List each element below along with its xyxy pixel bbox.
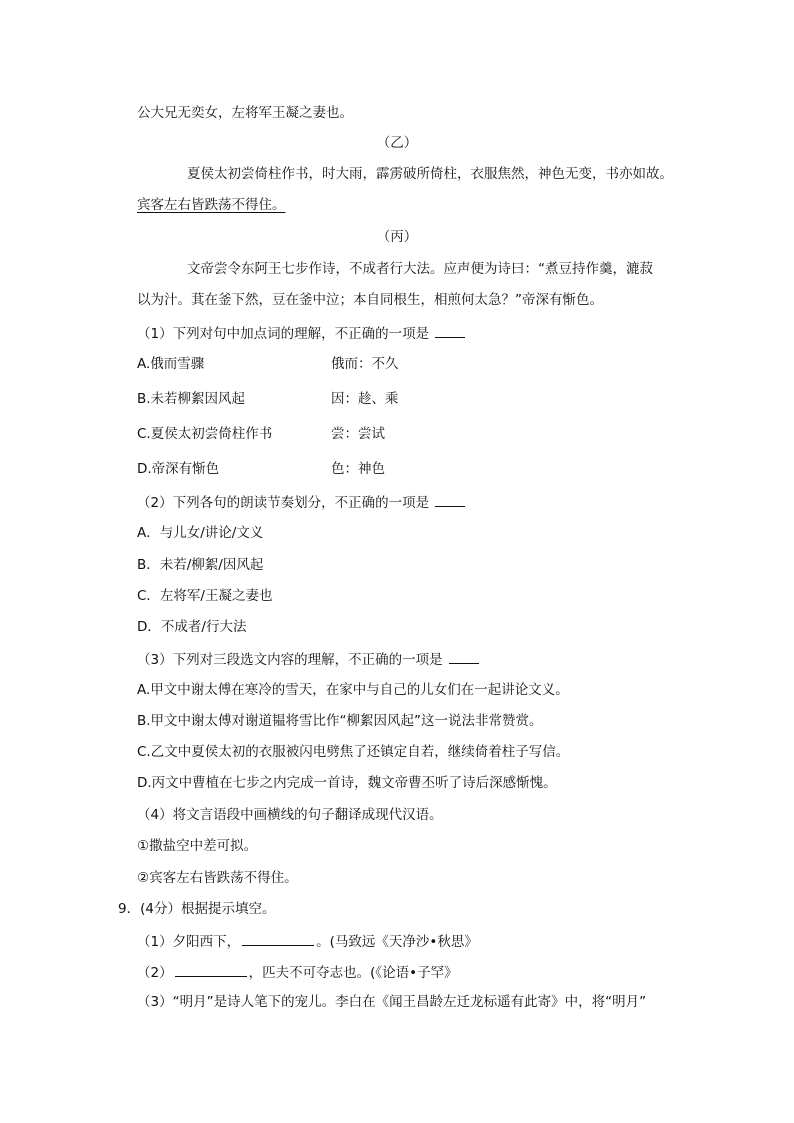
q1-option-d — [137, 460, 697, 478]
q1-option-a-phrase: A.俄而雪骤 — [137, 356, 205, 372]
q1-option-b-phrase: B.未若柳絮因风起 — [137, 391, 246, 407]
q9-item-2 — [137, 962, 458, 982]
q9-item-3: （3）“明月”是诗人笔下的宠儿。李白在《闻王昌龄左迁龙标遥有此寄》中，将“明月” — [137, 994, 647, 1010]
q9-item-2-prefix: （2） — [137, 965, 173, 981]
q9-item-2-suffix: ，匹夫不可夺志也。(《论语•子罕》 — [248, 965, 458, 981]
q4-stem: （4）将文言语段中画横线的句子翻译成现代汉语。 — [137, 807, 443, 823]
passage-bing-text-1: 文帝尝令东阿王七步作诗，不成者行大法。应声便为诗曰：“煮豆持作羹，漉菽 — [187, 261, 653, 277]
q1-option-b — [137, 390, 697, 408]
passage-yi-text: 夏侯太初尝倚柱作书，时大雨，霹雳破所倚柱，衣服焦然，神色无变，书亦如故。 — [187, 166, 673, 182]
q1-option-c-meaning: 尝：尝试 — [331, 426, 385, 442]
q2-option-a: A．与儿女/讲论/文义 — [137, 525, 264, 541]
q2-answer-blank — [435, 492, 465, 507]
passage-bing-heading: （丙） — [376, 229, 418, 245]
q2-option-c: C．左将军/王凝之妻也 — [137, 588, 273, 604]
q3-answer-blank — [449, 649, 479, 664]
q9-item-2-blank — [175, 962, 247, 977]
passage-bing-text-2: 以为汁。萁在釜下然，豆在釜中泣；本自同根生，相煎何太急？”帝深有惭色。 — [137, 292, 603, 308]
q2-option-d: D．不成者/行大法 — [137, 619, 247, 635]
q1-option-c-phrase: C.夏侯太初尝倚柱作书 — [137, 426, 273, 442]
q3-option-d: D.丙文中曹植在七步之内完成一首诗，魏文帝曹丕听了诗后深感惭愧。 — [137, 775, 557, 791]
q3-option-a: A.甲文中谢太傅在寒冷的雪天，在家中与自己的儿女们在一起讲论文义。 — [137, 682, 569, 698]
passage-yi-heading: （乙） — [376, 135, 418, 151]
q9-stem: 9．(4分）根据提示填空。 — [118, 901, 276, 917]
q2-option-b: B．未若/柳絮/因风起 — [137, 557, 264, 573]
q9-item-1 — [137, 931, 478, 951]
passage-jia-end: 公大兄无奕女，左将军王凝之妻也。 — [137, 105, 353, 121]
q3-stem-text: （3）下列对三段选文内容的理解，不正确的一项是 — [137, 652, 443, 668]
q1-option-c — [137, 425, 697, 443]
q1-option-a — [137, 355, 697, 373]
q3-stem — [137, 649, 479, 669]
q4-item-2: ②宾客左右皆跌荡不得住。 — [137, 870, 298, 886]
q9-item-1-blank — [242, 931, 314, 946]
q1-stem-text: （1）下列对句中加点词的理解，不正确的一项是 — [137, 326, 430, 342]
q1-answer-blank — [435, 323, 465, 338]
q9-item-1-suffix: 。(马致远《天净沙•秋思》 — [316, 934, 478, 950]
q2-stem — [137, 492, 465, 512]
q1-option-a-meaning: 俄而：不久 — [331, 356, 399, 372]
q3-option-b: B.甲文中谢太傅对谢道韫将雪比作“柳絮因风起”这一说法非常赞赏。 — [137, 713, 543, 729]
q1-option-d-meaning: 色：神色 — [331, 461, 385, 477]
q4-item-1: ①撒盐空中差可拟。 — [137, 838, 258, 854]
q1-option-d-phrase: D.帝深有惭色 — [137, 461, 220, 477]
q1-option-b-meaning: 因：趁、乘 — [331, 391, 399, 407]
q3-option-c: C.乙文中夏侯太初的衣服被闪电劈焦了还镇定自若，继续倚着柱子写信。 — [137, 744, 570, 760]
q2-stem-text: （2）下列各句的朗读节奏划分，不正确的一项是 — [137, 495, 430, 511]
passage-yi-underlined: 宾客左右皆跌荡不得住。 — [137, 197, 286, 213]
q9-item-1-prefix: （1）夕阳西下， — [137, 934, 241, 950]
q1-stem — [137, 323, 465, 343]
